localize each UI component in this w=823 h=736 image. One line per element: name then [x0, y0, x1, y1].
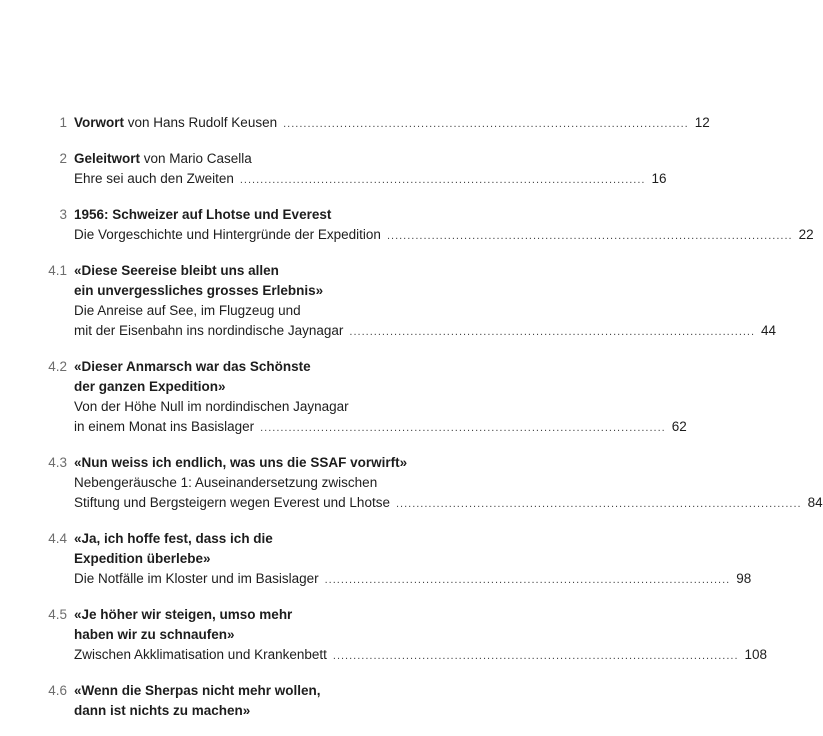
toc-entry-title-line: dann ist nichts zu machen»	[74, 703, 251, 718]
toc-entry-subtitle-line: mit der Eisenbahn ins nordindische Jaynagar	[74, 323, 344, 338]
toc-entry-title-line: ein unvergessliches grosses Erlebnis»	[74, 283, 324, 298]
toc-entry-subtitle-line: Die Anreise auf See, im Flugzeug und	[74, 303, 301, 318]
leader-dots: ....................................................................................................	[260, 422, 666, 434]
toc-entry-title-line: Expedition überlebe»	[74, 551, 211, 566]
toc-entry-3	[40, 205, 814, 246]
leader-dots: ....................................................................................................	[386, 230, 793, 242]
toc-entry-subtitle-line: Nebengeräusche 1: Auseinandersetzung zwischen	[74, 475, 378, 490]
toc-entry-4-5	[40, 605, 768, 666]
toc-entry-number: 4.3	[48, 455, 67, 470]
toc-entry-number: 2	[59, 151, 67, 166]
toc-entry-number: 1	[59, 115, 67, 130]
leader-dots: ....................................................................................................	[395, 498, 802, 510]
toc-entry-number: 4.1	[48, 263, 67, 278]
toc-entry-page: 16	[651, 171, 667, 186]
toc-entry-subtitle-line: Zwischen Akklimatisation und Krankenbett	[74, 647, 327, 662]
toc-entry-4-6	[40, 681, 480, 721]
toc-entry-subtitle-line: Von der Höhe Null im nordindischen Jaynagar	[74, 399, 349, 414]
toc-entry-subtitle: Die Vorgeschichte und Hintergründe der Expedition	[74, 227, 381, 242]
toc-entry-page: 62	[671, 419, 687, 434]
toc-entry-4-1	[40, 261, 777, 342]
toc-entry-number: 4.5	[48, 607, 67, 622]
toc-entry-page: 12	[694, 115, 710, 130]
leader-dots: ....................................................................................................	[239, 174, 646, 186]
toc-entry-title-line: «Diese Seereise bleibt uns allen	[74, 263, 279, 278]
toc-entry-page: 44	[761, 323, 777, 338]
toc-entry-page: 98	[736, 571, 752, 586]
toc-entry-number: 4.6	[48, 683, 67, 698]
toc-entry-title-line: «Je höher wir steigen, umso mehr	[74, 607, 293, 622]
table-of-contents	[40, 113, 823, 736]
toc-entry-page: 84	[807, 495, 823, 510]
leader-dots: ....................................................................................................	[349, 326, 756, 338]
toc-entry-2	[40, 149, 667, 190]
toc-entry-number: 4.2	[48, 359, 67, 374]
toc-entry-subtitle-line: Stiftung und Bergsteigern wegen Everest und Lhotse	[74, 495, 390, 510]
toc-entry-page: 22	[798, 227, 814, 242]
toc-entry-title-line: «Ja, ich hoffe fest, dass ich die	[74, 531, 273, 546]
toc-entry-4-4	[40, 529, 752, 590]
toc-entry-number: 4.4	[48, 531, 67, 546]
toc-entry-title-line: haben wir zu schnaufen»	[74, 627, 235, 642]
toc-entry-subtitle-line: in einem Monat ins Basislager	[74, 419, 255, 434]
toc-entry-author: von Hans Rudolf Keusen	[124, 115, 278, 130]
toc-entry-title-line: «Nun weiss ich endlich, was uns die SSAF vorwirft»	[74, 455, 408, 470]
toc-entry-page: 108	[744, 647, 768, 662]
leader-dots: ....................................................................................................	[324, 574, 731, 586]
toc-entry-4-2	[40, 357, 687, 438]
toc-entry-1	[40, 113, 710, 134]
toc-entry-title-line: der ganzen Expedition»	[74, 379, 226, 394]
toc-entry-number: 3	[59, 207, 67, 222]
toc-entry-title: 1956: Schweizer auf Lhotse und Everest	[74, 207, 332, 222]
leader-dots: ....................................................................................................	[332, 650, 739, 662]
toc-entry-title-line: «Wenn die Sherpas nicht mehr wollen,	[74, 683, 321, 698]
leader-dots: ....................................................................................................	[283, 118, 689, 130]
toc-entry-author: von Mario Casella	[140, 151, 252, 166]
toc-entry-title: Geleitwort	[74, 151, 141, 166]
toc-entry-4-3	[40, 453, 823, 514]
toc-entry-subtitle: Ehre sei auch den Zweiten	[74, 171, 234, 186]
toc-entry-subtitle-line: Die Notfälle im Kloster und im Basislager	[74, 571, 319, 586]
toc-entry-title-line: «Dieser Anmarsch war das Schönste	[74, 359, 311, 374]
toc-entry-title: Vorwort	[74, 115, 124, 130]
